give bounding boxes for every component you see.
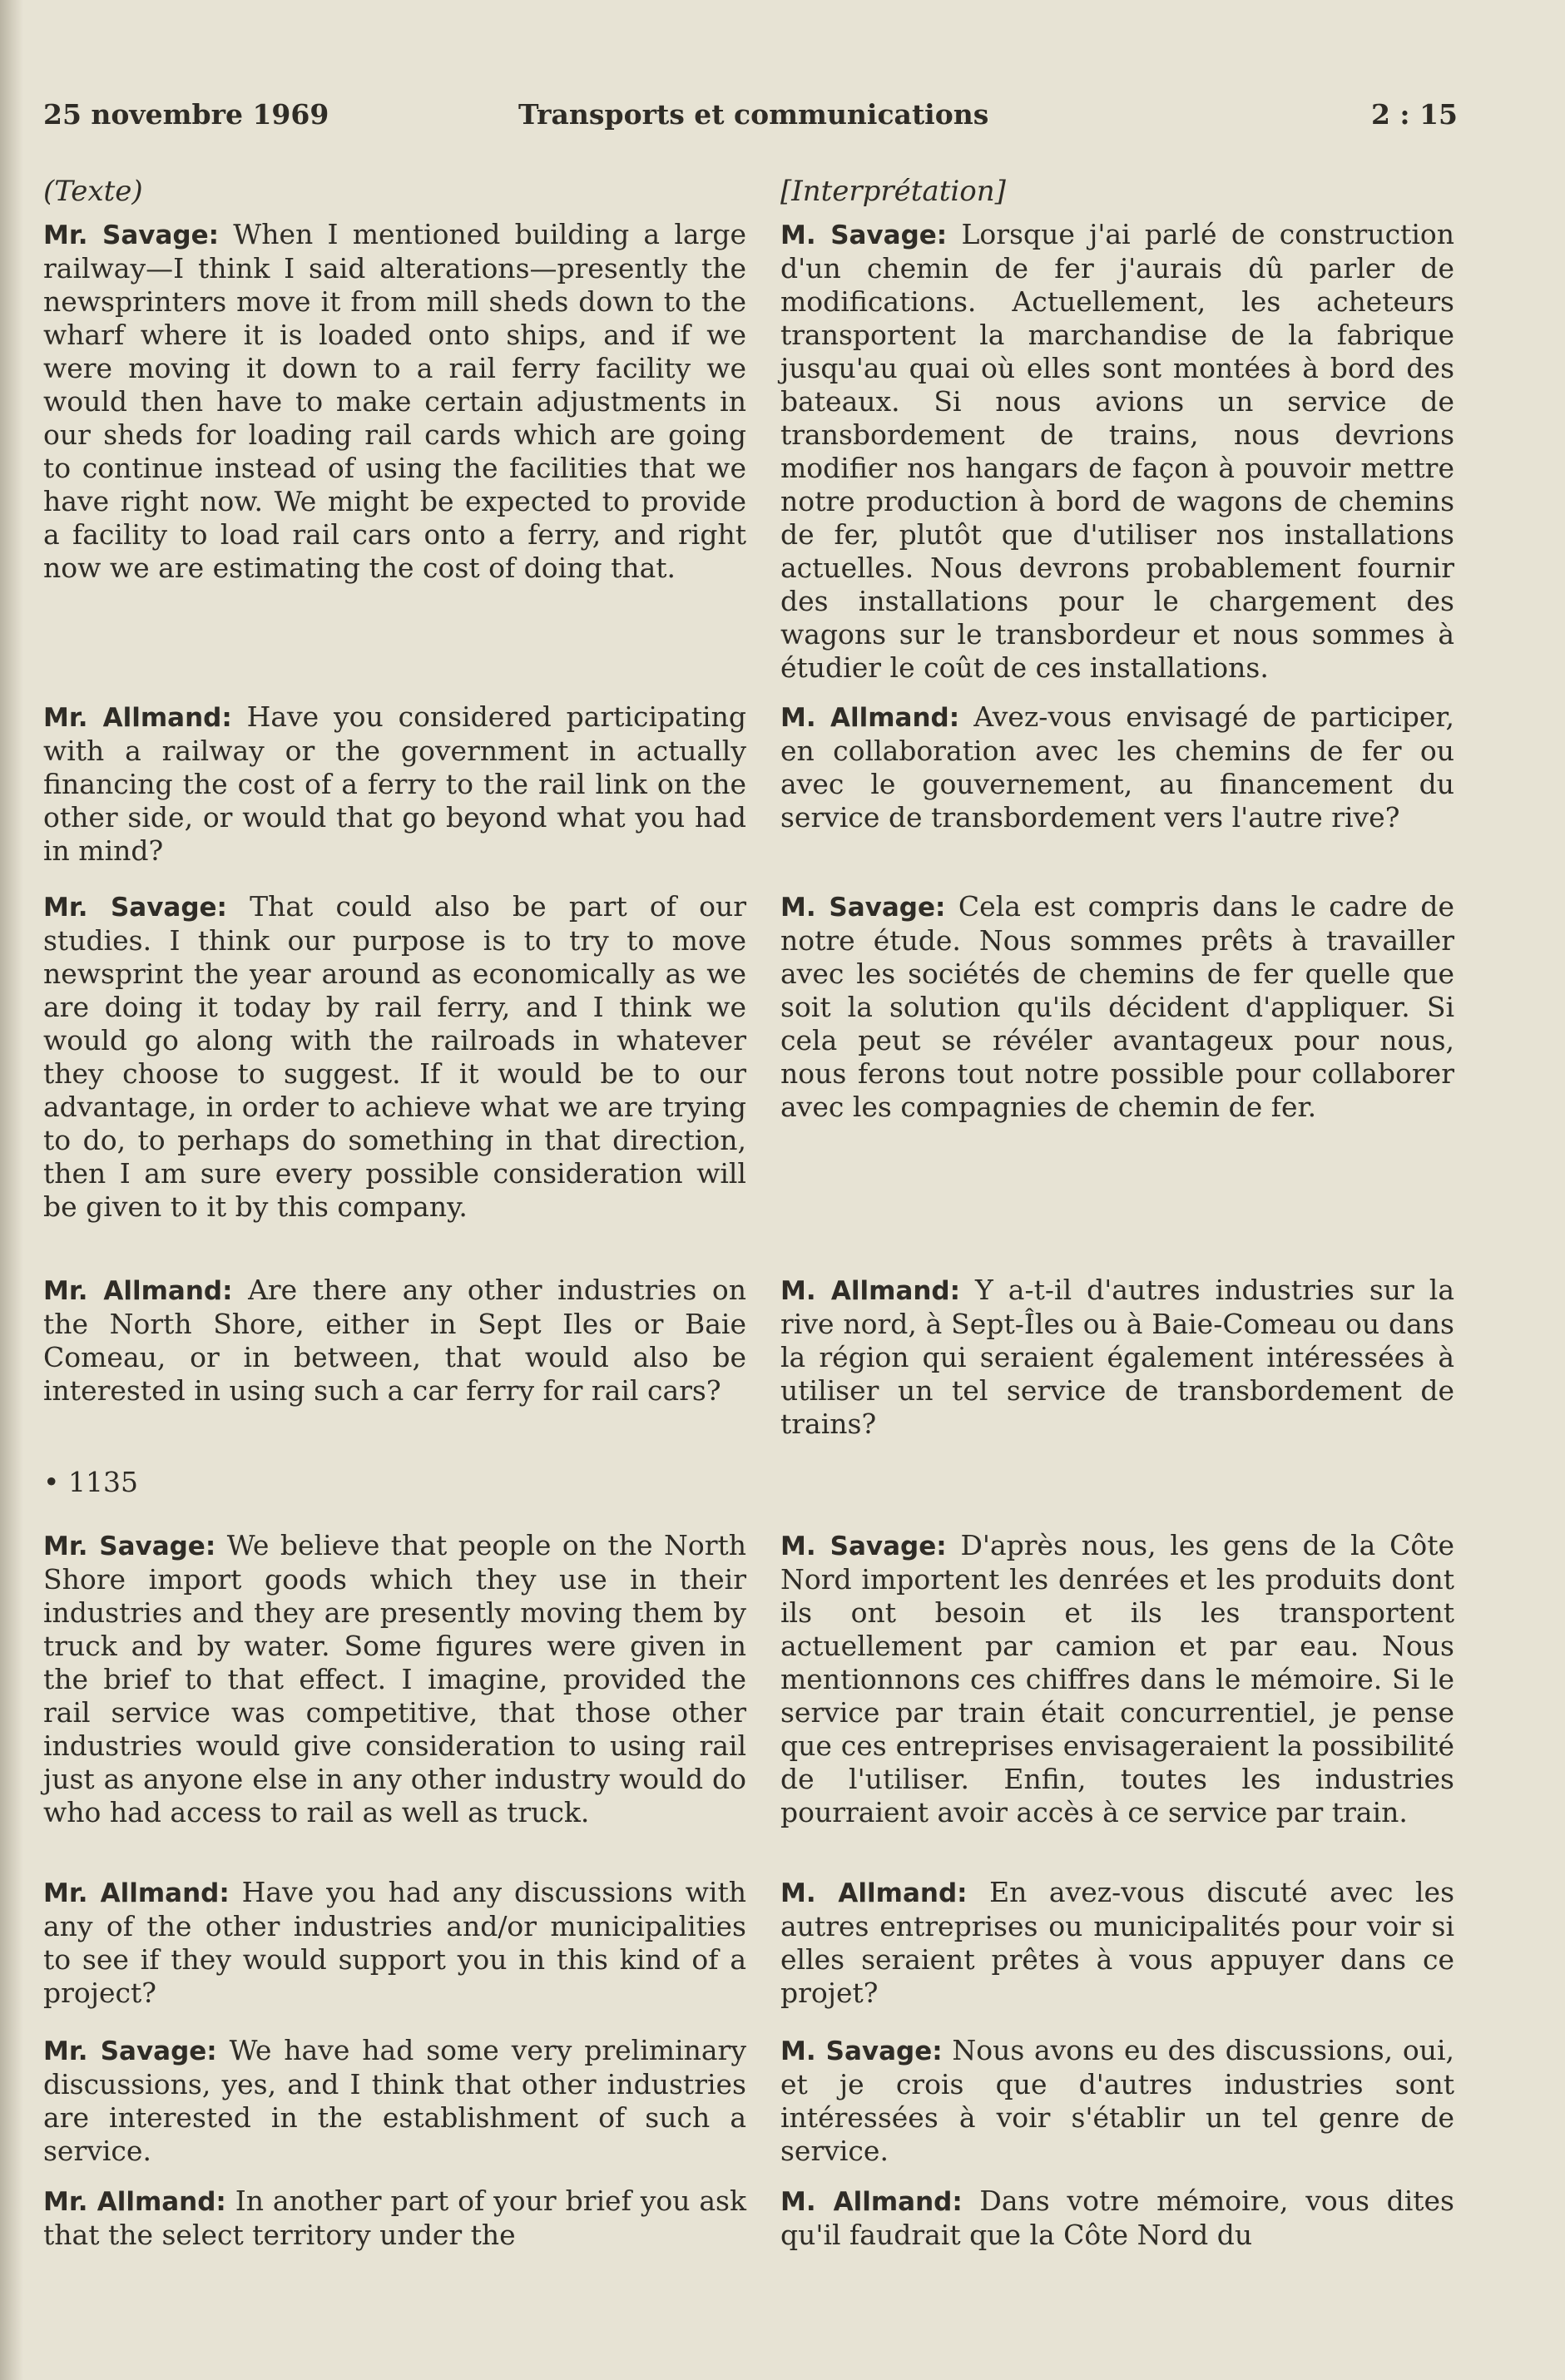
paragraph-text: Y a-t-il d'autres industries sur la rive nord, à Sept-Îles ou à Baie-Comeau ou dans la région qui seraient également intéressées à utiliser un tel service de transbordement de trains? [780, 1274, 1454, 1440]
paragraph-text: D'après nous, les gens de la Côte Nord importent les denrées et les produits dont ils ont besoin et ils les transportent actuellement par camion et par eau. Nous mentionnons ces chiffres dans le mémoire. Si le service par train était concurrentiel, je pense que ces entreprises envisageraient la possibilité de l'utiliser. Enfin, toutes les industries pourraient avoir accès à ce service par train. [780, 1529, 1454, 1828]
left-paragraph-8 [43, 2185, 746, 2252]
speaker-name: Mr. Savage: [43, 220, 220, 250]
right-paragraph-1 [780, 218, 1454, 685]
right-column-label: [Interprétation] [780, 175, 1006, 208]
left-paragraph-1 [43, 218, 746, 585]
left-paragraph-2 [43, 700, 746, 868]
page-binding-edge [0, 0, 23, 2380]
speaker-name: M. Savage: [780, 1531, 947, 1561]
paragraph-text: Cela est compris dans le cadre de notre étude. Nous sommes prêts à travailler avec les sociétés de chemins de fer quelle que soit la solution qu'ils décident d'appliquer. Si cela peut se révéler avantageux pour nous, nous ferons tout notre possible pour collaborer avec les compagnies de chemin de fer. [780, 890, 1454, 1123]
speaker-name: M. Savage: [780, 893, 946, 923]
speaker-name: M. Allmand: [780, 2187, 963, 2217]
right-paragraph-7 [780, 2034, 1454, 2168]
left-paragraph-7 [43, 2034, 746, 2168]
paragraph-text: Have you considered participating with a railway or the government in actually financing the cost of a ferry to the rail link on the other side, or would that go beyond what you had in mind? [43, 700, 746, 867]
right-paragraph-6 [780, 1876, 1454, 2010]
speaker-name: Mr. Allmand: [43, 703, 232, 733]
paragraph-text: En avez-vous discuté avec les autres entreprises ou municipalités pour voir si elles seraient prêtes à vous appuyer dans ce projet? [780, 1876, 1455, 2009]
paragraph-text: We have had some very preliminary discussions, yes, and I think that other industries are interested in the establishment of such a service. [43, 2034, 746, 2167]
left-column-label: (Texte) [43, 175, 143, 208]
speaker-name: M. Savage: [780, 2036, 943, 2066]
paragraph-text: Avez-vous envisagé de participer, en collaboration avec les chemins de fer ou avec le gouvernement, au financement du service de transbordement vers l'autre rive? [780, 700, 1454, 834]
speaker-name: Mr. Allmand: [43, 1878, 230, 1908]
header-date: 25 novembre 1969 [43, 98, 329, 131]
paragraph-text: When I mentioned building a large railway—I think I said alterations—presently the newsprinters move it from mill sheds down to the wharf where it is loaded onto ships, and if we were moving it down to a rail ferry facility we would then have to make certain adjustments in our sheds for loading rail cards which are going to continue instead of using the facilities that we have right now. We might be expected to provide a facility to load rail cars onto a ferry, and right now we are estimating the cost of doing that. [43, 218, 746, 584]
right-paragraph-5 [780, 1529, 1454, 1829]
speaker-name: Mr. Allmand: [43, 2187, 226, 2217]
speaker-name: M. Savage: [780, 220, 948, 250]
speaker-name: M. Allmand: [780, 703, 960, 733]
left-paragraph-5 [43, 1529, 746, 1829]
right-paragraph-4 [780, 1274, 1454, 1441]
paragraph-text: Are there any other industries on the North Shore, either in Sept Iles or Baie Comeau, or in between, that would also be interested in using such a car ferry for rail cars? [43, 1274, 746, 1407]
paragraph-text: Lorsque j'ai parlé de construction d'un chemin de fer j'aurais dû parler de modifications. Actuellement, les acheteurs transportent la marchandise de la fabrique jusqu'au quai où elles sont montées à bord des bateaux. Si nous avions un service de transbordement de trains, nous devrions modifier nos hangars de façon à pouvoir mettre notre production à bord de wagons de chemins de fer, plutôt que d'utiliser nos installations actuelles. Nous devrons probablement fournir des installations pour le chargement des wagons sur le transbordeur et nous sommes à étudier le coût de ces installations. [780, 218, 1454, 684]
page-number: 2 : 15 [1370, 98, 1458, 131]
paragraph-text: Dans votre mémoire, vous dites qu'il faudrait que la Côte Nord du [780, 2185, 1454, 2251]
left-paragraph-4 [43, 1274, 746, 1408]
right-paragraph-8 [780, 2185, 1454, 2252]
right-paragraph-3 [780, 890, 1454, 1124]
left-paragraph-3 [43, 890, 746, 1224]
paragraph-text: That could also be part of our studies. I think our purpose is to try to move newsprint the year around as economically as we are doing it today by rail ferry, and I think we would go along with the railroads in whatever they choose to suggest. If it would be to our advantage, in order to achieve what we are trying to do, to perhaps do something in that direction, then I am sure every possible consideration will be given to it by this company. [43, 890, 746, 1223]
speaker-name: M. Allmand: [780, 1276, 961, 1306]
speaker-name: Mr. Savage: [43, 2036, 217, 2066]
time-marker: • 1135 [43, 1466, 138, 1498]
paragraph-text: We believe that people on the North Shore import goods which they use in their industries and they are presently moving them by truck and by water. Some figures were given in the brief to that effect. I imagine, provided the rail service was competitive, that those other industries would give consideration to using rail just as anyone else in any other industry would do who had access to rail as well as truck. [43, 1529, 746, 1828]
paragraph-text: Have you had any discussions with any of the other industries and/or municipalities to see if they would support you in this kind of a project? [43, 1876, 746, 2009]
paragraph-text: In another part of your brief you ask that the select territory under the [43, 2185, 746, 2251]
right-paragraph-2 [780, 700, 1454, 834]
speaker-name: Mr. Savage: [43, 893, 227, 923]
paragraph-text: Nous avons eu des discussions, oui, et je crois que d'autres industries sont intéressées à voir s'établir un tel genre de service. [780, 2034, 1454, 2167]
speaker-name: Mr. Allmand: [43, 1276, 233, 1306]
header-title: Transports et communications [518, 98, 989, 131]
speaker-name: M. Allmand: [780, 1878, 968, 1908]
speaker-name: Mr. Savage: [43, 1531, 216, 1561]
running-header [43, 98, 1458, 148]
left-paragraph-6 [43, 1876, 746, 2010]
